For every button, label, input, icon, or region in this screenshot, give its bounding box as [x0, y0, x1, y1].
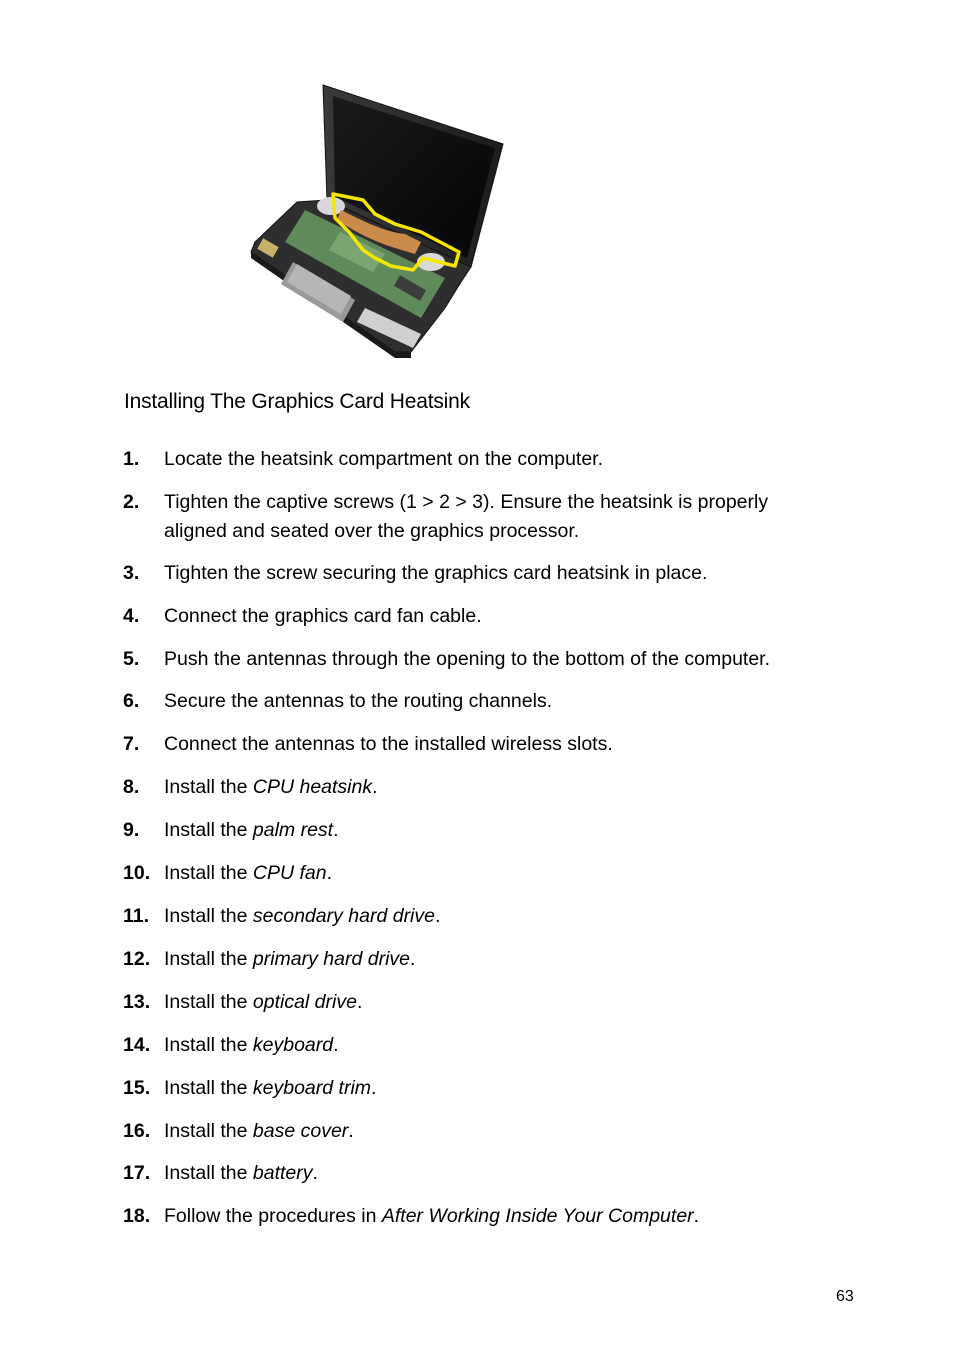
step-text: Tighten the screw securing the graphics card heatsink in place.	[164, 562, 708, 584]
step-suffix: .	[356, 991, 363, 1013]
step-suffix: .	[333, 819, 339, 841]
step-suffix: .	[326, 862, 333, 884]
step-number: 1.	[123, 448, 140, 470]
step-number: 3.	[123, 562, 140, 584]
section-title: Installing The Graphics Card Heatsink	[124, 390, 470, 413]
step-text	[164, 1117, 844, 1146]
step-text	[164, 988, 844, 1017]
step-prefix: Install the	[164, 905, 253, 927]
step-text	[164, 945, 844, 974]
step-text-line-2: aligned and seated over the graphics processor.	[164, 519, 580, 542]
step-number: 8.	[123, 776, 140, 798]
step-link[interactable]: battery	[252, 1162, 313, 1184]
step-text	[164, 816, 844, 845]
step-text: Push the antennas through the opening to the bottom of the computer.	[164, 648, 771, 670]
step-text	[164, 1031, 844, 1060]
step-number: 13.	[123, 991, 151, 1013]
step-number: 12.	[123, 948, 151, 970]
step-prefix: Install the	[164, 1120, 253, 1142]
step-link[interactable]: primary hard drive	[252, 948, 411, 970]
step-suffix: .	[371, 1077, 377, 1099]
step-prefix: Install the	[164, 1162, 253, 1184]
step-number: 14.	[123, 1034, 151, 1056]
step-link[interactable]: palm rest	[252, 819, 334, 841]
step-suffix: .	[435, 905, 441, 927]
step-number: 4.	[123, 605, 140, 627]
step-text: Secure the antennas to the routing channels.	[164, 690, 553, 712]
step-link[interactable]: CPU fan	[252, 862, 327, 884]
step-text-line-1: Tighten the captive screws (1 > 2 > 3). Ensure the heatsink is properly	[164, 491, 769, 513]
step-text: Locate the heatsink compartment on the computer.	[164, 448, 604, 470]
step-link[interactable]: optical drive	[252, 991, 357, 1013]
step-link[interactable]: keyboard	[252, 1034, 334, 1056]
step-number: 11.	[123, 905, 150, 927]
step-number: 7.	[123, 733, 140, 755]
step-text: Connect the graphics card fan cable.	[164, 605, 482, 627]
step-link[interactable]: CPU heatsink	[252, 776, 373, 798]
step-prefix: Install the	[164, 1034, 253, 1056]
step-suffix: .	[348, 1120, 354, 1142]
step-prefix: Install the	[164, 862, 253, 884]
step-text	[164, 902, 844, 931]
step-number: 6.	[123, 690, 140, 712]
step-suffix: .	[312, 1162, 318, 1184]
step-text	[164, 488, 844, 545]
step-prefix: Follow the procedures in	[164, 1205, 382, 1227]
step-number: 9.	[123, 819, 140, 841]
step-suffix: .	[372, 776, 378, 798]
step-text	[164, 859, 844, 888]
step-prefix: Install the	[164, 991, 253, 1013]
step-text	[164, 1074, 844, 1103]
step-link[interactable]: After Working Inside Your Computer	[381, 1205, 694, 1227]
step-link[interactable]: secondary hard drive	[252, 905, 435, 927]
step-prefix: Install the	[164, 776, 253, 798]
step-suffix: .	[333, 1034, 339, 1056]
step-number: 2.	[123, 491, 140, 513]
step-number: 10.	[123, 862, 151, 884]
step-number: 18.	[123, 1205, 151, 1227]
step-suffix: .	[410, 948, 416, 970]
step-text	[164, 1202, 844, 1231]
step-text	[164, 773, 844, 802]
step-number: 17.	[123, 1162, 151, 1184]
step-suffix: .	[693, 1205, 700, 1227]
step-text: Connect the antennas to the installed wireless slots.	[164, 733, 613, 755]
step-prefix: Install the	[164, 948, 253, 970]
step-number: 5.	[123, 648, 140, 670]
step-text	[164, 1159, 844, 1188]
page-number: 63	[836, 1288, 854, 1305]
step-number: 16.	[123, 1120, 151, 1142]
step-link[interactable]: base cover	[252, 1120, 349, 1142]
step-link[interactable]: keyboard trim	[252, 1077, 372, 1099]
step-number: 15.	[123, 1077, 151, 1099]
step-prefix: Install the	[164, 1077, 253, 1099]
step-prefix: Install the	[164, 819, 253, 841]
